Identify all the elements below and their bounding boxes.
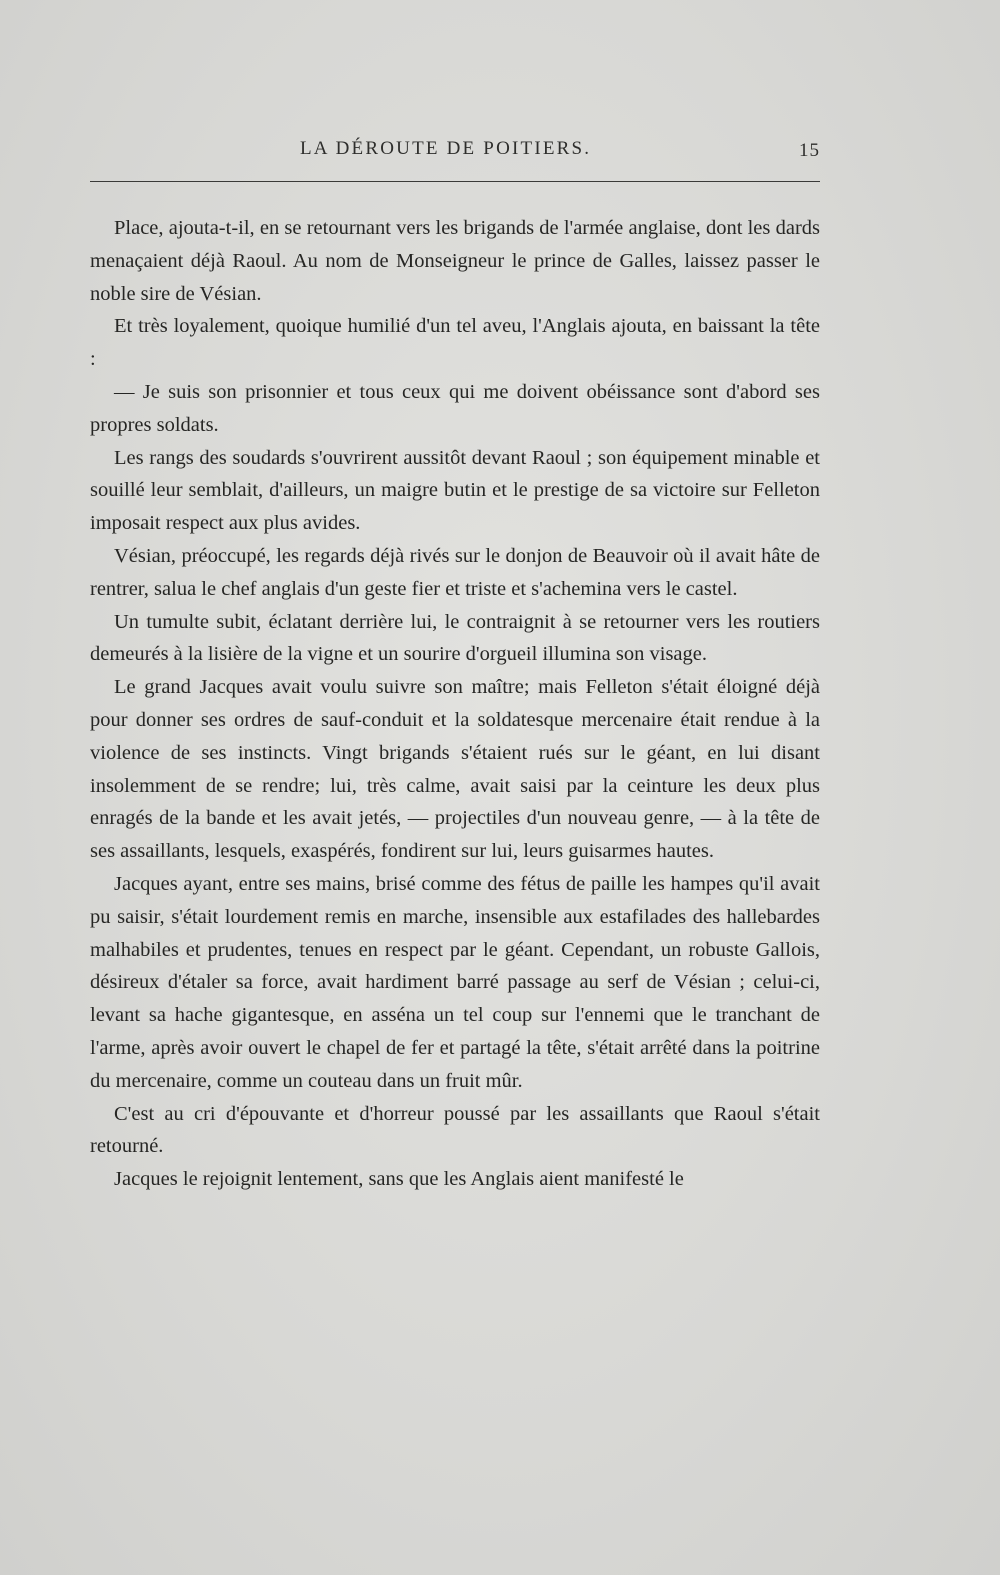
- paragraph: Vésian, préoccupé, les regards déjà rivés sur le donjon de Beauvoir où il avait hâte de rentrer, salua le chef anglais d'un geste fier et triste et s'achemina vers le castel.: [90, 544, 820, 600]
- body-text: [90, 212, 820, 1196]
- paragraph: Le grand Jacques avait voulu suivre son maître; mais Felleton s'était éloigné déjà pour donner ses ordres de sauf-conduit et la soldatesque mercenaire était rendue à la violence de ses instincts. Vingt brigands s'étaient rués sur le géant, en lui disant insolemment de se rendre; lui, très calme, avait saisi par la ceinture les deux plus enragés de la bande et les avait jetés, — projectiles d'un nouveau genre, — à la tête de ses assaillants, lesquels, exaspérés, fondirent sur lui, leurs guisarmes hautes.: [90, 676, 820, 863]
- paragraph: — Je suis son prisonnier et tous ceux qui me doivent obéissance sont d'abord ses propres soldats.: [90, 380, 820, 436]
- paragraph: Jacques ayant, entre ses mains, brisé comme des fétus de paille les hampes qu'il avait pu saisir, s'était lourdement remis en marche, insensible aux estafilades des hallebardes malhabiles et prudentes, tenues en respect par le géant. Cependant, un robuste Gallois, désireux d'étaler sa force, avait hardiment barré passage au serf de Vésian ; celui-ci, levant sa hache gigantesque, en asséna un tel coup sur l'ennemi que le tranchant de l'arme, après avoir ouvert le chapel de fer et partagé la tête, s'était arrêté dans la poitrine du mercenaire, comme un couteau dans un fruit mûr.: [90, 872, 820, 1092]
- paragraph: Les rangs des soudards s'ouvrirent aussitôt devant Raoul ; son équipement minable et souillé leur semblait, d'ailleurs, un maigre butin et le prestige de sa victoire sur Felleton imposait respect aux plus avides.: [90, 446, 820, 535]
- paragraph: Jacques le rejoignit lentement, sans que les Anglais aient manifesté le: [114, 1168, 684, 1191]
- paragraph: Et très loyalement, quoique humilié d'un tel aveu, l'Anglais ajouta, en baissant la tête :: [90, 315, 820, 371]
- running-head: [90, 138, 820, 168]
- paragraph: Place, ajouta-t-il, en se retournant vers les brigands de l'armée anglaise, dont les dards menaçaient déjà Raoul. Au nom de Monseigneur le prince de Galles, laissez passer le noble sire de Vésian.: [90, 217, 820, 305]
- header-rule: [90, 181, 820, 182]
- paragraph: C'est au cri d'épouvante et d'horreur poussé par les assaillants que Raoul s'était retourné.: [90, 1102, 820, 1158]
- paragraph: Un tumulte subit, éclatant derrière lui, le contraignit à se retourner vers les routiers demeurés à la lisière de la vigne et un sourire d'orgueil illumina son visage.: [90, 610, 820, 666]
- page-number: 15: [799, 140, 820, 161]
- running-title: LA DÉROUTE DE POITIERS.: [300, 138, 592, 159]
